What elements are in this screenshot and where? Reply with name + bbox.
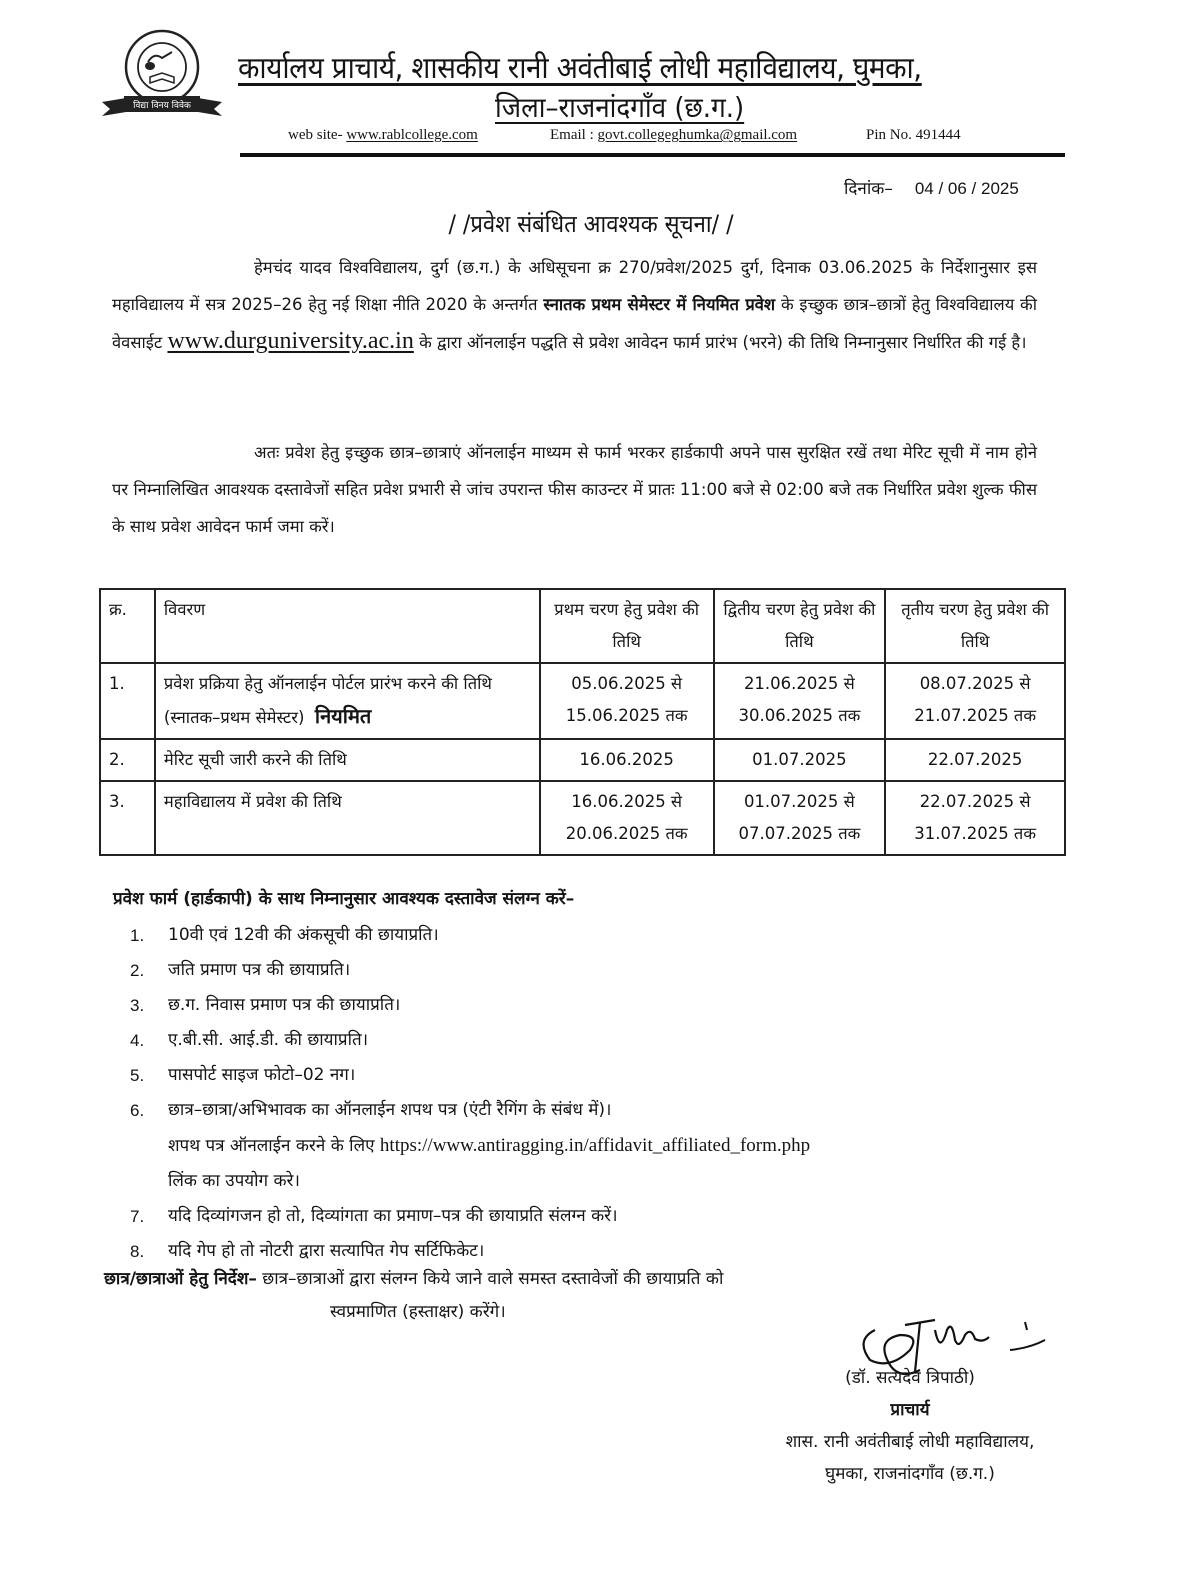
admission-schedule-table <box>99 588 1066 856</box>
date-from: 21.06.2025 से <box>743 674 855 693</box>
date-to: 20.06.2025 तक <box>565 824 688 843</box>
notice-heading: / /प्रवेश संबंधित आवश्यक सूचना/ / <box>448 210 734 238</box>
row-serial: 1. <box>100 663 155 739</box>
table-header-row <box>100 589 1065 663</box>
email-label: Email : <box>550 127 594 143</box>
college-place: घुमका, राजनांदगाँव (छ.ग.) <box>825 1464 995 1484</box>
college-name: शास. रानी अवंतीबाई लोधी महाविद्यालय, <box>785 1432 1035 1452</box>
row-description-bold: नियमित <box>314 704 372 728</box>
para1-part3: के द्वारा ऑनलाईन पद्धति से प्रवेश आवेदन फार्म प्रारंभ (भरने) की तिथि निम्नानुसार निर्धारित की गई है। <box>419 333 1027 352</box>
item-number: 2. <box>130 961 145 980</box>
item-number: 3. <box>130 996 145 1015</box>
item-text: छ.ग. निवास प्रमाण पत्र की छायाप्रति। <box>168 995 401 1015</box>
list-item <box>130 1023 1040 1058</box>
row-phase-1: 16.06.2025 <box>540 739 714 781</box>
row-phase-2 <box>714 781 886 855</box>
date-from: 05.06.2025 से <box>571 674 683 693</box>
documents-list <box>130 918 1040 1269</box>
date-from: 08.07.2025 से <box>919 674 1031 693</box>
para1-part2: के इच्छुक छात्र–छात्रों हेतु विश्वविद्यालय की वेवसाईट <box>112 295 1037 352</box>
list-item <box>130 1093 1040 1199</box>
website-line <box>288 127 478 144</box>
date-to: 21.07.2025 तक <box>914 706 1037 725</box>
website-label: web site- <box>288 127 343 143</box>
district-title: जिला–राजनांदगाँव (छ.ग.) <box>495 91 745 124</box>
instruction-text: छात्र–छात्राओं द्वारा संलग्न किये जाने वाले समस्त दस्तावेजों की छायाप्रति को <box>262 1269 724 1289</box>
date-to: 30.06.2025 तक <box>738 706 861 725</box>
col-header-serial: क्र. <box>100 589 155 663</box>
row-description: महाविद्यालय में प्रवेश की तिथि <box>155 781 540 855</box>
item-number: 7. <box>130 1207 145 1226</box>
documents-heading: प्रवेश फार्म (हार्डकापी) के साथ निम्नानुसार आवश्यक दस्तावेज संलग्न करें– <box>113 889 575 909</box>
notice-paragraph-1 <box>112 249 1037 361</box>
date-from: 01.07.2025 से <box>743 792 855 811</box>
col-header-phase-3: तृतीय चरण हेतु प्रवेश की तिथि <box>885 589 1065 663</box>
list-item <box>130 988 1040 1023</box>
instruction-text-2: स्वप्रमाणित (हस्ताक्षर) करेंगे। <box>330 1302 506 1322</box>
affidavit-instruction-end: लिंक का उपयोग करे। <box>168 1171 300 1191</box>
item-text: जति प्रमाण पत्र की छायाप्रति। <box>168 960 351 980</box>
logo-motto: विद्या विनय विवेक <box>133 101 191 111</box>
item-number: 4. <box>130 1031 145 1050</box>
col-header-phase-1: प्रथम चरण हेतु प्रवेश की तिथि <box>540 589 714 663</box>
office-title: कार्यालय प्राचार्य, शासकीय रानी अवंतीबाई लोधी महाविद्यालय, घुमका, <box>238 51 922 86</box>
date-to: 07.07.2025 तक <box>738 824 861 843</box>
item-number: 1. <box>130 926 145 945</box>
item-text-block <box>168 1093 1040 1199</box>
signature-block <box>700 1362 1120 1490</box>
email-link[interactable]: govt.collegeghumka@gmail.com <box>597 127 798 143</box>
website-link[interactable]: www.rablcollege.com <box>346 127 478 143</box>
row-serial: 2. <box>100 739 155 781</box>
row-description: मेरिट सूची जारी करने की तिथि <box>155 739 540 781</box>
para1-part1: हेमचंद यादव विश्वविद्यालय, दुर्ग (छ.ग.) के अधिसूचना क्र 270/प्रवेश/2025 दुर्ग, दिनाक 03.06.2025 के निर्देशानुसार इस महाविद्यालय में सत्र 2025–26 हेतु नई शिक्षा नीति 2020 के अन्तर्गत <box>112 258 1037 314</box>
row-description-text: प्रवेश प्रक्रिया हेतु ऑनलाईन पोर्टल प्रारंभ करने की तिथि <box>163 674 492 693</box>
row-description <box>155 663 540 739</box>
date-from: 16.06.2025 से <box>571 792 683 811</box>
para1-bold: स्नातक प्रथम सेमेस्टर में नियमित प्रवेश <box>543 295 776 314</box>
row-phase-1 <box>540 781 714 855</box>
row-phase-1 <box>540 663 714 739</box>
row-phase-3 <box>885 663 1065 739</box>
col-header-phase-2: द्वितीय चरण हेतु प्रवेश की तिथि <box>714 589 886 663</box>
college-logo <box>100 22 230 136</box>
list-item <box>130 1199 1040 1234</box>
list-item <box>130 1234 1040 1269</box>
date-label: दिनांक– <box>844 179 893 199</box>
item-number: 8. <box>130 1242 145 1261</box>
row-phase-3: 22.07.2025 <box>885 739 1065 781</box>
item-number: 6. <box>130 1101 145 1120</box>
instruction-label: छात्र/छात्राओं हेतु निर्देश– <box>104 1269 257 1289</box>
principal-name: (डॉ. सत्यदेव त्रिपाठी) <box>845 1368 975 1388</box>
notice-date <box>844 176 1019 199</box>
row-phase-2: 01.07.2025 <box>714 739 886 781</box>
affidavit-instruction: शपथ पत्र ऑनलाईन करने के लिए <box>168 1136 375 1156</box>
table-row <box>100 739 1065 781</box>
row-serial: 3. <box>100 781 155 855</box>
col-header-description: विवरण <box>155 589 540 663</box>
list-item <box>130 918 1040 953</box>
list-item <box>130 953 1040 988</box>
table-row <box>100 663 1065 739</box>
item-number: 5. <box>130 1066 145 1085</box>
notice-paragraph-2 <box>112 434 1037 545</box>
university-website-link[interactable]: www.durguniversity.ac.in <box>167 328 414 354</box>
item-text: पासपोर्ट साइज फोटो–02 नग। <box>168 1065 356 1085</box>
item-text: यदि गेप हो तो नोटरी द्वारा सत्यापित गेप सर्टिफिकेट। <box>168 1241 485 1261</box>
list-item <box>130 1058 1040 1093</box>
principal-designation: प्राचार्य <box>890 1400 930 1420</box>
date-to: 31.07.2025 तक <box>914 824 1037 843</box>
table-row <box>100 781 1065 855</box>
date-to: 15.06.2025 तक <box>565 706 688 725</box>
item-text: यदि दिव्यांगजन हो तो, दिव्यांगता का प्रमाण–पत्र की छायाप्रति संलग्न करें। <box>168 1206 618 1226</box>
antiragging-link[interactable]: https://www.antiragging.in/affidavit_affiliated_form.php <box>379 1135 811 1156</box>
item-text: छात्र–छात्रा/अभिभावक का ऑनलाईन शपथ पत्र (एंटी रैगिंग के संबंध में)। <box>168 1100 612 1120</box>
student-instruction <box>104 1266 723 1289</box>
row-description-sub: (स्नातक–प्रथम सेमेस्टर) <box>163 708 305 727</box>
pin-code: Pin No. 491444 <box>866 127 961 143</box>
item-text: 10वी एवं 12वी की अंकसूची की छायाप्रति। <box>168 925 439 945</box>
date-value: 04 / 06 / 2025 <box>914 179 1019 198</box>
item-text: ए.बी.सी. आई.डी. की छायाप्रति। <box>168 1030 369 1050</box>
para2-text: अतः प्रवेश हेतु इच्छुक छात्र–छात्राएं ऑनलाईन माध्यम से फार्म भरकर हार्डकापी अपने पास सुरक्षित रखें तथा मेरिट सूची में नाम होने पर निम्नालिखित आवश्यक दस्तावेजों सहित प्रवेश प्रभारी से जांच उपरान्त फीस काउन्टर में प्रातः 11:00 बजे से 02:00 बजे तक निर्धारित प्रवेश शुल्क फीस के साथ प्रवेश आवेदन फार्म जमा करें। <box>112 443 1037 536</box>
date-from: 22.07.2025 से <box>919 792 1031 811</box>
row-phase-3 <box>885 781 1065 855</box>
row-phase-2 <box>714 663 886 739</box>
email-line <box>550 127 797 144</box>
header-divider <box>240 153 1065 157</box>
